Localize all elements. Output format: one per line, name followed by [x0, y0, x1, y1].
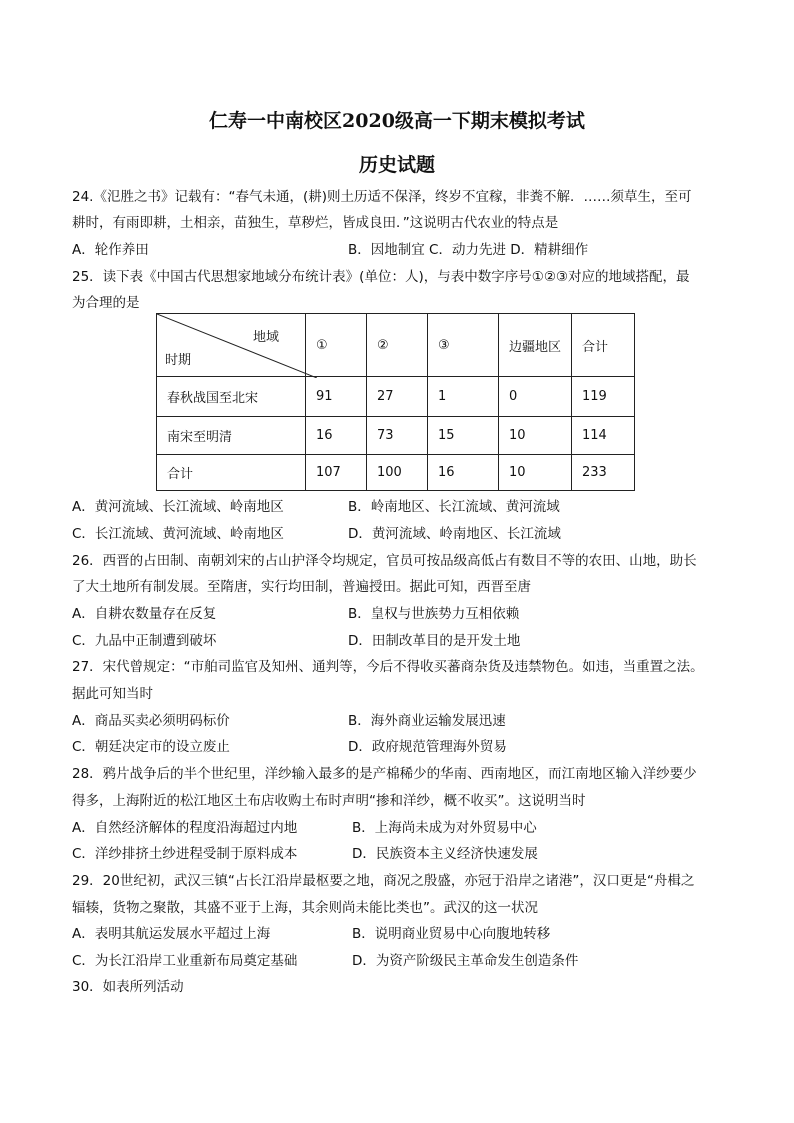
table-cell: 10	[499, 455, 572, 491]
q28-option-b: B．上海尚未成为对外贸易中心	[352, 820, 537, 836]
q28-option-d: D．民族资本主义经济快速发展	[352, 846, 538, 862]
table-cell: 119	[572, 377, 635, 417]
table-cell: 0	[499, 377, 572, 417]
table-cell: 91	[306, 377, 367, 417]
q27-option-d: D．政府规范管理海外贸易	[348, 739, 507, 755]
q27-option-c: C．朝廷决定市的设立废止	[72, 739, 230, 755]
q26-option-a: A．自耕农数量存在反复	[72, 606, 217, 622]
q26-option-c: C．九品中正制遭到破坏	[72, 633, 217, 649]
q25-option-d: D．黄河流域、岭南地区、长江流域	[348, 526, 561, 542]
table-header-cell: ③	[428, 314, 499, 377]
exam-subtitle: 历史试题	[358, 154, 435, 176]
table-cell: 1	[428, 377, 499, 417]
q27-stem-line1: 27．宋代曾规定：“市舶司监官及知州、通判等，今后不得收买蕃商杂货及违禁物色。如违，当重置之法。	[72, 659, 704, 675]
table-cell: 100	[367, 455, 428, 491]
q28-stem-line2: 得多，上海附近的松江地区土布店收购土布时声明“掺和洋纱，概不收买”。这说明当时	[72, 793, 586, 809]
q29-stem-line2: 辐辏，货物之聚散，其盛不亚于上海，其余则尚未能比类也”。武汉的这一状况	[72, 900, 538, 916]
q25-stem-line1: 25．读下表《中国古代思想家地域分布统计表》(单位：人)，与表中数字序号①②③对应的地域搭配，最	[72, 269, 690, 285]
corner-diagonal	[157, 314, 317, 378]
table-header-cell: ②	[367, 314, 428, 377]
table-row-label: 春秋战国至北宋	[157, 377, 306, 417]
q27-stem-line2: 据此可知当时	[72, 686, 153, 702]
table-cell: 10	[499, 417, 572, 455]
table-header-cell: ①	[306, 314, 367, 377]
q26-stem-line1: 26．西晋的占田制、南朝刘宋的占山护泽令均规定，官员可按品级高低占有数目不等的农田、山地，助长	[72, 553, 697, 569]
q29-option-c: C．为长江沿岸工业重新布局奠定基础	[72, 953, 298, 969]
table-header-cell: 边疆地区	[499, 314, 572, 377]
table-cell: 114	[572, 417, 635, 455]
table-cell: 16	[306, 417, 367, 455]
q24-stem-line1: 24.《氾胜之书》记载有：“春气未通，(耕)则土历适不保泽，终岁不宜稼，非粪不解．……须草生，至可	[72, 189, 692, 205]
q27-option-a: A．商品买卖必须明码标价	[72, 713, 230, 729]
q26-option-d: D．田制改革目的是开发土地	[348, 633, 521, 649]
table-row-label: 南宋至明清	[157, 417, 306, 455]
corner-label-time: 时期	[165, 353, 192, 368]
table-row-label: 合计	[157, 455, 306, 491]
q27-option-b: B．海外商业运输发展迅速	[348, 713, 506, 729]
table-cell: 107	[306, 455, 367, 491]
exam-title: 仁寿一中南校区2020级高一下期末模拟考试	[209, 110, 585, 132]
q25-option-a: A．黄河流域、长江流域、岭南地区	[72, 499, 284, 515]
table-corner-cell	[157, 314, 306, 377]
table-row	[157, 455, 635, 491]
q24-stem-line2: 耕时，有雨即耕，土相亲，苗独生，草秽烂，皆成良田．”这说明古代农业的特点是	[72, 215, 559, 231]
distribution-table	[156, 313, 635, 491]
table-cell: 233	[572, 455, 635, 491]
q28-stem-line1: 28．鸦片战争后的半个世纪里，洋纱输入最多的是产棉稀少的华南、西南地区，而江南地区输入洋纱要少	[72, 766, 697, 782]
q26-stem-line2: 了大土地所有制发展。至隋唐，实行均田制，普遍授田。据此可知，西晋至唐	[72, 579, 531, 595]
q29-stem-line1: 29．20世纪初，武汉三镇“占长江沿岸最枢要之地，商况之殷盛，亦冠于沿岸之诸港”，汉口更是“舟楫之	[72, 873, 695, 889]
table-cell: 15	[428, 417, 499, 455]
table-header-cell: 合计	[572, 314, 635, 377]
q30-stem-line1: 30．如表所列活动	[72, 979, 184, 995]
q28-option-a: A．自然经济解体的程度沿海超过内地	[72, 820, 298, 836]
q29-option-a: A．表明其航运发展水平超过上海	[72, 926, 271, 942]
q25-option-c: C．长江流域、黄河流域、岭南地区	[72, 526, 284, 542]
table-header-row	[157, 314, 635, 377]
q26-option-b: B．皇权与世族势力互相依赖	[348, 606, 520, 622]
table-cell: 73	[367, 417, 428, 455]
q24-options-bcd: B．因地制宜 C．动力先进 D．精耕细作	[348, 242, 589, 258]
table-cell: 16	[428, 455, 499, 491]
q29-option-d: D．为资产阶级民主革命发生创造条件	[352, 953, 579, 969]
q28-option-c: C．洋纱排挤土纱进程受制于原料成本	[72, 846, 298, 862]
table-cell: 27	[367, 377, 428, 417]
table-row	[157, 417, 635, 455]
corner-label-region: 地域	[252, 330, 279, 345]
q25-option-b: B．岭南地区、长江流域、黄河流域	[348, 499, 560, 515]
q29-option-b: B．说明商业贸易中心向腹地转移	[352, 926, 551, 942]
table-row	[157, 377, 635, 417]
q25-stem-line2: 为合理的是	[72, 295, 140, 311]
q24-option-a: A．轮作养田	[72, 242, 149, 258]
